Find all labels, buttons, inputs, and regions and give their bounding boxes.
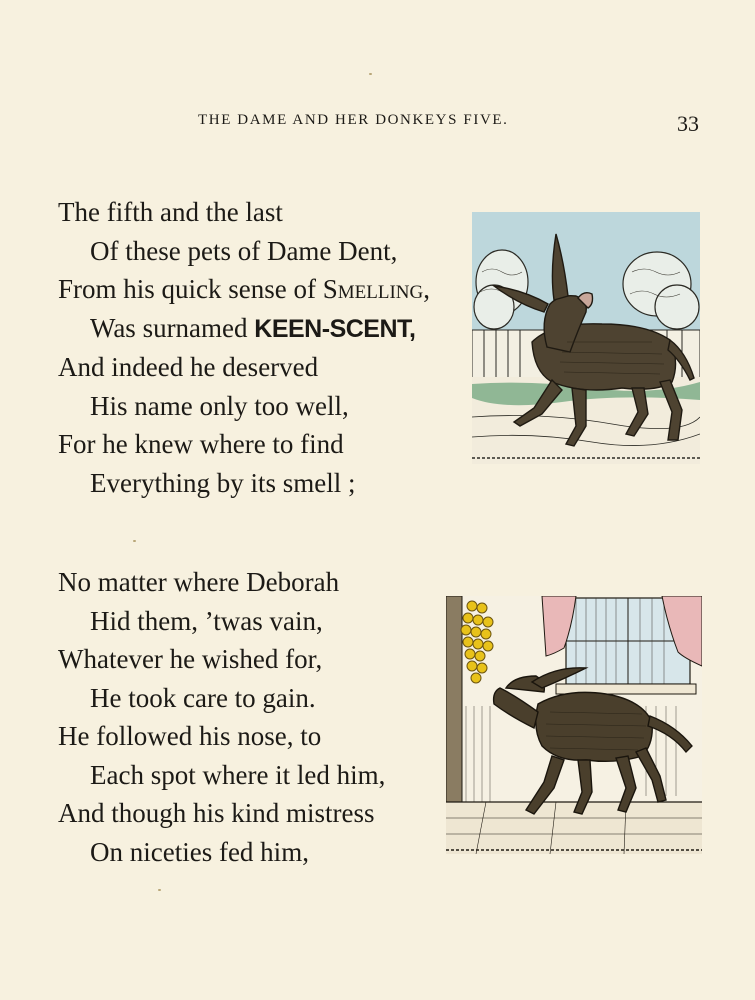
poem-line: And indeed he deserved: [58, 352, 319, 382]
small-caps-word: Smelling: [322, 274, 424, 304]
poem-line-text: Was surnamed: [90, 312, 255, 343]
poem-line: The fifth and the last: [58, 197, 283, 227]
poem-line: Hid them, ’twas vain,: [90, 605, 323, 636]
donkey-name: KEEN-SCENT,: [254, 314, 416, 343]
running-title: THE DAME AND HER DONKEYS FIVE.: [198, 112, 509, 128]
poem-line: No matter where Deborah: [58, 567, 340, 597]
poem-line: [58, 270, 430, 309]
paper-speck: [133, 540, 136, 542]
poem-line: Each spot where it led him,: [90, 759, 386, 790]
stanza-second: [58, 563, 385, 871]
paper-speck: [369, 73, 372, 75]
poem-line: On niceties fed him,: [90, 836, 309, 867]
poem-line: Of these pets of Dame Dent,: [90, 235, 398, 266]
poem-line-text: From his quick sense of: [58, 274, 323, 304]
illustration-outdoor: [472, 212, 700, 464]
poem-line: [58, 309, 430, 349]
poem-line: His name only too well,: [90, 390, 349, 421]
poem-line: He took care to gain.: [90, 682, 316, 713]
page-number: 33: [677, 111, 699, 136]
stanza-first: [58, 193, 430, 502]
poem-line: Whatever he wished for,: [58, 644, 323, 674]
paper-speck: [158, 889, 161, 891]
poem-line: And though his kind mistress: [58, 798, 375, 828]
donkey-running-indoors-icon: [446, 596, 702, 854]
punctuation: ,: [423, 274, 430, 304]
poem-line: He followed his nose, to: [58, 721, 322, 751]
donkey-trotting-in-garden-icon: [472, 212, 700, 464]
poem-line: For he knew where to find: [58, 429, 344, 459]
illustration-indoor: [446, 596, 702, 854]
poem-line: Everything by its smell ;: [90, 467, 356, 498]
